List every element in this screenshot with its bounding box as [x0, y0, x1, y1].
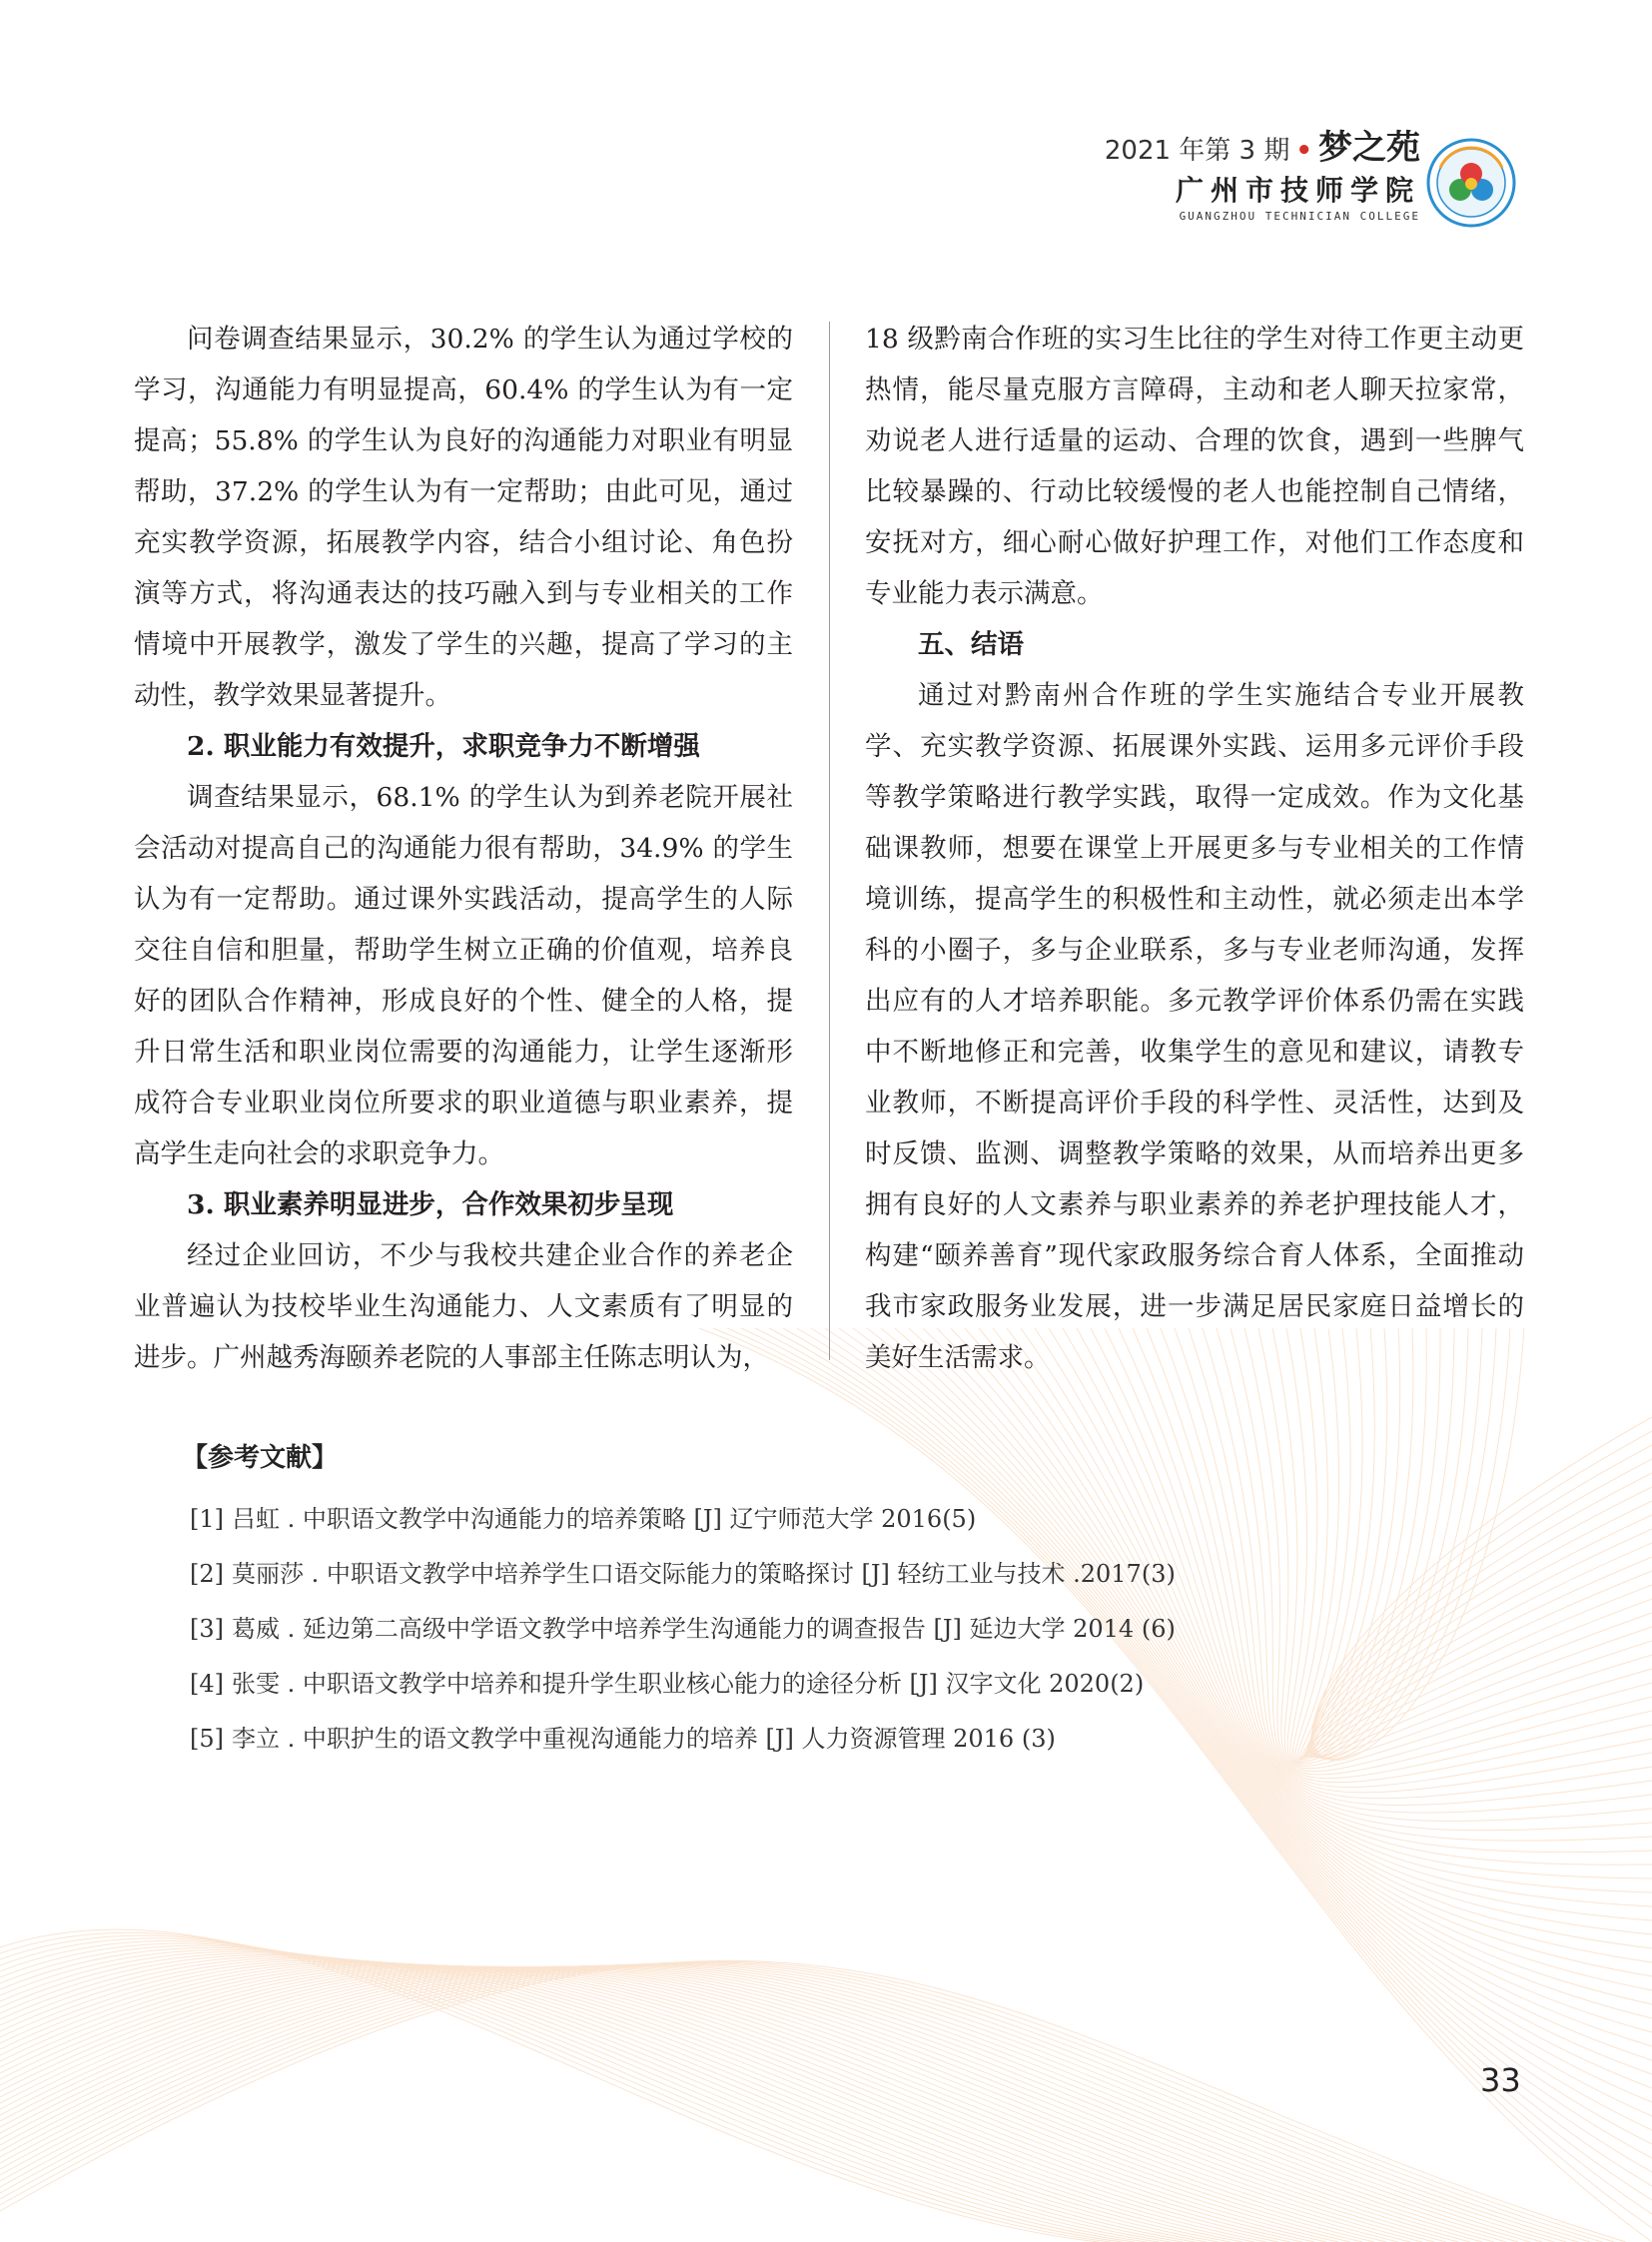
body-paragraph: 通过对黔南州合作班的学生实施结合专业开展教学、充实教学资源、拓展课外实践、运用多元评价手段等教学策略进行教学实践，取得一定成效。作为文化基础课教师，想要在课堂上开展更多与专业相关的工作情境训练，提高学生的积极性和主动性，就必须走出本学科的小圈子，多与企业联系，多与专业老师沟通，发挥出应有的人才培养职能。多元教学评价体系仍需在实践中不断地修正和完善，收集学生的意见和建议，请教专业教师，不断提高评价手段的科学性、灵活性，达到及时反馈、监测、调整教学策略的效果，从而培养出更多拥有良好的人文素养与职业素养的养老护理技能人才，构建“颐养善育”现代家政服务综合育人体系，全面推动我市家政服务业发展，进一步满足居民家庭日益增长的美好生活需求。: [865, 680, 1524, 1373]
wave-line: [0, 1951, 1207, 2242]
section-heading: 2. 职业能力有效提升，求职竞争力不断增强: [187, 731, 700, 762]
wave-line: [0, 1943, 1159, 2242]
reference-text: 莫丽莎 . 中职语文教学中培养学生口语交际能力的策略探讨 [J] 轻纺工业与技术 .2017(3): [232, 1560, 1176, 1588]
reference-number: [4]: [190, 1670, 224, 1698]
references-title: 【参考文献】: [182, 1443, 339, 1473]
college-name-en: GUANGZHOU TECHNICIAN COLLEGE: [1179, 210, 1420, 223]
page-header: [1105, 128, 1420, 225]
section-heading: 五、结语: [918, 629, 1024, 660]
column-divider: [829, 322, 830, 1360]
reference-item: [190, 1492, 1176, 1547]
reference-item: [190, 1547, 1176, 1602]
wave-line: [1161, 1328, 1652, 1806]
section-heading: 3. 职业素养明显进步，合作效果初步呈现: [187, 1189, 674, 1220]
wave-line: [1133, 1328, 1652, 1821]
reference-text: 吕虹 . 中职语文教学中沟通能力的培养策略 [J] 辽宁师范大学 2016(5): [232, 1505, 977, 1533]
reference-item: [190, 1712, 1176, 1767]
wave-line: [0, 1945, 1171, 2242]
wave-line: [0, 1966, 1482, 2242]
reference-item: [190, 1657, 1176, 1712]
body-paragraph: 调查结果显示，68.1% 的学生认为到养老院开展社会活动对提高自己的沟通能力很有帮助，34.9% 的学生认为有一定帮助。通过课外实践活动，提高学生的人际交往自信和胆量，帮助学生树立正确的价值观，培养良好的团队合作精神，形成良好的个性、健全的人格，提升日常生活和职业岗位需要的沟通能力，让学生逐渐形成符合专业职业岗位所要求的职业道德与职业素养，提高学生走向社会的求职竞争力。: [134, 782, 793, 1169]
college-logo: [1426, 138, 1516, 228]
reference-number: [3]: [190, 1615, 224, 1643]
wave-line: [1272, 1328, 1652, 1769]
reference-number: [5]: [190, 1725, 224, 1753]
issue-line: [1105, 128, 1420, 171]
separator-dot: •: [1295, 136, 1312, 166]
wave-line: [0, 1966, 1398, 2242]
references-section: [182, 1438, 1176, 1767]
issue-label: 2021 年第 3 期: [1104, 136, 1290, 166]
wave-line: [0, 1947, 1183, 2242]
wave-line: [0, 1938, 1135, 2242]
wave-line: [1244, 1328, 1652, 1775]
left-column: [134, 314, 793, 1383]
body-paragraph: 经过企业回访，不少与我校共建企业合作的养老企业普遍认为技校毕业生沟通能力、人文素质有了明显的进步。广州越秀海颐养老院的人事部主任陈志明认为，: [134, 1240, 793, 1373]
wave-line: [1300, 1328, 1652, 1758]
wave-line: [0, 1966, 1434, 2242]
wave-line: [1307, 1328, 1652, 1757]
page-number: 33: [1480, 2061, 1521, 2099]
references-list: [190, 1492, 1176, 1767]
wave-line: [1298, 1328, 1652, 1759]
wave-line: [0, 1961, 1290, 2242]
reference-text: 李立 . 中职护生的语文教学中重视沟通能力的培养 [J] 人力资源管理 2016 (3): [232, 1725, 1056, 1753]
body-paragraph: 18 级黔南合作班的实习生比往的学生对待工作更主动更热情，能尽量克服方言障碍，主动和老人聊天拉家常，劝说老人进行适量的运动、合理的饮食，遇到一些脾气比较暴躁的、行动比较缓慢的老人也能控制自己情绪，安抚对方，细心耐心做好护理工作，对他们工作态度和专业能力表示满意。: [865, 324, 1524, 609]
reference-item: [190, 1602, 1176, 1657]
wave-line: [0, 1962, 1302, 2242]
reference-text: 葛威 . 延边第二高级中学语文教学中培养学生沟通能力的调查报告 [J] 延边大学 2014 (6): [232, 1615, 1176, 1643]
wave-line: [1297, 1328, 1652, 1760]
reference-number: [2]: [190, 1560, 224, 1588]
reference-number: [1]: [190, 1505, 224, 1533]
wave-line: [1312, 1328, 1652, 1760]
wave-line: [1308, 1328, 1652, 1758]
wave-line: [0, 1953, 1219, 2242]
wave-line: [1306, 1328, 1652, 1757]
reference-text: 张雯 . 中职语文教学中培养和提升学生职业核心能力的途径分析 [J] 汉字文化 2020(2): [232, 1670, 1145, 1698]
right-column: [865, 314, 1524, 1383]
magazine-title: 梦之苑: [1318, 128, 1420, 168]
college-name-cn: 广州市技师学院: [1175, 174, 1420, 207]
wave-line: [1312, 1328, 1652, 1761]
wave-line: [1258, 1328, 1652, 1772]
body-paragraph: 问卷调查结果显示，30.2% 的学生认为通过学校的学习，沟通能力有明显提高，60.4% 的学生认为有一定提高；55.8% 的学生认为良好的沟通能力对职业有明显帮助，37.2% 的学生认为有一定帮助；由此可见，通过充实教学资源，拓展教学内容，结合小组讨论、角色扮演等方式，将沟通表达的技巧融入到与专业相关的工作情境中开展教学，激发了学生的兴趣，提高了学习的主动性，教学效果显著提升。: [134, 324, 793, 711]
wave-line: [0, 1960, 1278, 2242]
wave-line: [1105, 1328, 1652, 1841]
wave-line: [0, 1965, 1374, 2242]
